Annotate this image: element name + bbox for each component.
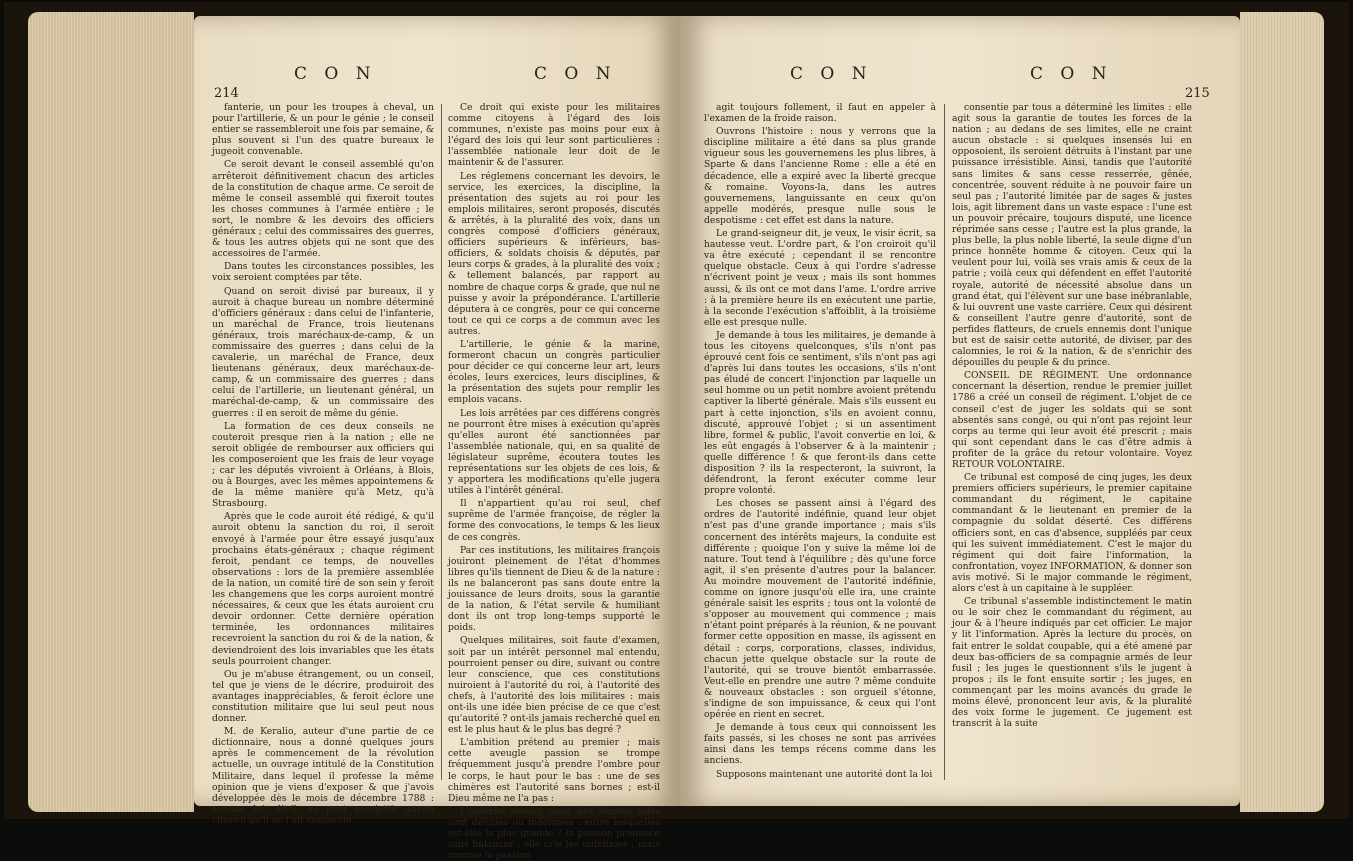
running-header-right-1: C O N xyxy=(790,64,873,84)
left-column-1 xyxy=(212,102,435,826)
left-page xyxy=(194,16,680,861)
paragraph: L'autorité devant avoir des limites, elles sont définies ou indéfinies : entre lesquelles est-elle la plus grande ? la passion prononce sans balancer ; elle crie les indéfinies ; mais comme la passion xyxy=(448,805,660,861)
paragraph: agit toujours follement, il faut en appeler à l'examen de la froide raison. xyxy=(704,102,936,125)
paragraph: Ce tribunal s'assemble indistinctement le matin ou le soir chez le commandant du régiment, au jour & à l'heure indiqués par cet officier. Le major y lit l'information. Après la lecture du procès, on fait entrer le soldat coupable, qui a été amené par deux bas-officiers de sa compagnie armés de leur fusil ; les juges le questionnent s'ils le jugent à propos ; ils le font ensuite sortir ; les juges, en commençant par les moins avancés du grade le moins élevé, prononcent leur avis, & la pluralité des voix forme le jugement. Ce jugement est transcrit à la suite xyxy=(952,596,1192,730)
paragraph: Les réglemens concernant les devoirs, le service, les exercices, la discipline, la présentation des sujets au roi pour les emplois militaires, seront proposés, discutés & arrêtés, à la pluralité des voix, dans un congrès composé d'officiers généraux, officiers supérieurs & inférieurs, bas-officiers, & soldats choisis & députés, par leurs corps & grades, à la pluralité des voix ; & tellement balancés, par rapport au nombre de chaque corps & grade, que nul ne puisse y avoir la prépondérance. L'artillerie députera à ce congrès, pour ce qui concerne tout ce qui ce corps a de commun avec les autres. xyxy=(448,170,660,337)
paragraph: Ce tribunal est composé de cinq juges, les deux premiers officiers supérieurs, le premier capitaine commandant du régiment, le capitaine commandant & le lieutenant en premier de la compagnie du soldat déserté. Ces différens officiers sont, en cas d'absence, suppléés par ceux qui les suivent immédiatement. C'est le major du régiment qui doit faire l'information, la confrontation, voyez INFORMATION, & donner son avis motivé. Si le major commande le régiment, alors c'est à un capitaine à le suppléer. xyxy=(952,472,1192,595)
paragraph: Ce droit qui existe pour les militaires comme citoyens à l'égard des lois communes, n'existe pas moins pour eux à l'égard des lois qui leur sont particulières : l'assemblée nationale leur doit de le maintenir & de l'assurer. xyxy=(448,102,660,169)
left-column-2 xyxy=(448,102,660,861)
paragraph: Ou je m'abuse étrangement, ou un conseil, tel que je viens de le décrire, produiroit des avantages inappréciables, & feroit éclore une constitution militaire que lui seul peut nous donner. xyxy=(212,668,434,725)
page-number-left: 214 xyxy=(214,86,239,101)
page-stack-left xyxy=(28,12,194,812)
paragraph: Quand on seroit divisé par bureaux, il y auroit à chaque bureau un nombre déterminé d'officiers généraux : dans celui de l'infanterie, un maréchal de France, trois lieutenans généraux, trois maréchaux-de-camp, & un commissaire des guerres ; dans celui de la cavalerie, un maréchal de France, deux lieutenans généraux, deux maréchaux-de-camp, & un commissaire des guerres ; dans celui de l'artillerie, un lieutenant général, un maréchal-de-camp, & un commissaire des guerres : il en seroit de même du génie. xyxy=(212,285,434,419)
paragraph: Je demande à tous ceux qui connoissent les faits passés, si les choses ne sont pas arrivées ainsi dans les temps récens comme dans les anciens. xyxy=(704,722,936,767)
paragraph: Après que le code auroit été rédigé, & qu'il auroit obtenu la sanction du roi, il seroit envoyé à l'armée pour être essayé jusqu'aux prochains états-généraux ; chaque régiment feroit, pendant ce temps, de nouvelles observations : lors de la première assemblée de la nation, un comité tiré de son sein y feroit les changemens que les corps auroient montré nécessaires, & ceux que les états auroient cru devoir ordonner. Cette dernière opération terminée, les ordonnances militaires recevroient la sanction du roi & de la nation, & deviendroient des lois invariables que les états seuls pourroient changer. xyxy=(212,511,434,667)
paragraph: Ouvrons l'histoire : nous y verrons que la discipline militaire a été dans sa plus grande vigueur sous les gouvernemens les plus libres, à Sparte & dans l'ancienne Rome : elle a été en décadence, elle a expiré avec la liberté grecque & romaine. Voyons-la, dans les autres gouvernemens, languissante en ceux qu'on appelle modérés, presque nulle sous le despotisme : cet effet est dans la nature. xyxy=(704,126,936,226)
running-header-right-2: C O N xyxy=(1030,64,1113,84)
column-rule-right xyxy=(944,104,945,780)
page-number-right: 215 xyxy=(1185,86,1210,101)
right-page xyxy=(680,16,1240,806)
paragraph: M. de Keralio, auteur d'une partie de ce dictionnaire, nous a donné quelques jours après le commencement de la révolution actuelle, un ouvrage intitulé de la Constitution Militaire, dans lequel il professe la même opinion que je viens d'exposer & que j'avois développée dès le mois de décembre 1788 : aucune loi, dit-il, ne peut assujettir aucun citoyen qu'il ne l'ait consentie. xyxy=(212,726,434,826)
running-header-left-2: C O N xyxy=(534,64,617,84)
paragraph: Les choses se passent ainsi à l'égard des ordres de l'autorité indéfinie, quand leur objet n'est pas d'une grande importance ; mais s'ils concernent des intérêts majeurs, la conduite est différente ; quoique l'on y suive la même loi de nature. Tout tend à l'équilibre ; dès qu'une force agit, il s'en présente d'autres pour la balancer. Au moindre mouvement de l'autorité indéfinie, comme on ignore jusqu'où elle ira, une crainte générale saisit les esprits ; tous ont la volonté de s'opposer au mouvement qui commence ; mais n'étant point préparés à la réunion, & ne pouvant former cette opposition en masse, ils agissent en détail : corps, corporations, classes, individus, chacun jette quelque obstacle sur la route de l'autorité, qui se trouve bientôt embarrassée. Veut-elle en prendre une autre ? même conduite & nouveaux obstacles : son orgueil s'étonne, s'indigne de son impuissance, & ceux qui l'ont opérée en rient en secret. xyxy=(704,498,936,721)
paragraph: Dans toutes les circonstances possibles, les voix seroient comptées par tête. xyxy=(212,261,434,284)
paragraph: La formation de ces deux conseils ne couteroit presque rien à la nation ; elle ne seroit obligée de rembourser aux officiers qui les composeroient que les frais de leur voyage ; car les députés vivroient à Orléans, à Blois, ou à Bourges, avec les mêmes appointemens & de la même manière qu'à Metz, qu'à Strasbourg. xyxy=(212,420,434,510)
paragraph: L'ambition prétend au premier ; mais cette aveugle passion se trompe fréquemment jusqu'à prendre l'ombre pour le corps, le haut pour le bas : une de ses chimères est l'autorité sans bornes ; est-il Dieu même ne l'a pas : xyxy=(448,737,660,804)
paragraph: fanterie, un pour les troupes à cheval, un pour l'artillerie, & un pour le génie ; le conseil entier se rassembleroit une fois par semaine, & plus souvent si l'un des quatre bureaux le jugeoit convenable. xyxy=(212,102,435,158)
paragraph: consentie par tous a déterminé les limites : elle agit sous la garantie de toutes les forces de la nation ; au dedans de ses limites, elle ne craint aucun obstacle : si quelques insensés lui en opposoient, ils seroient détruits à l'instant par une puissance irrésistible. Ainsi, tandis que l'autorité sans limites & sans cesse resserrée, gênée, concentrée, souvent réduite à ne pouvoir faire un seul pas ; l'autorité limitée par de sages & justes lois, agit librement dans un vaste espace : l'une est un pouvoir précaire, toujours disputé, une licence réprimée sans cesse ; l'autre est la plus grande, la plus belle, la plus noble liberté, la seule digne d'un prince honnête homme & citoyen. Ceux qui la veulent pour lui, voilà ses vrais amis & ceux de la patrie ; voilà ceux qui défendent en effet l'autorité royale, autorité de nécessité absolue dans un grand état, qui l'élèvent sur une base inébranlable, & lui ouvrent une vaste carrière. Ceux qui désirent & conseillent l'autre genre d'autorité, sont de perfides flatteurs, de cruels ennemis dont l'unique but est de saisir cette autorité, de diviser, par des calomnies, le roi & la nation, & de s'enrichir des dépouilles du peuple & du prince. xyxy=(952,102,1192,369)
paragraph: Il n'appartient qu'au roi seul, chef suprême de l'armée françoise, de régler la forme des convocations, le temps & les lieux de ces congrès. xyxy=(448,498,660,543)
running-header-left-1: C O N xyxy=(294,64,377,84)
paragraph: Par ces institutions, les militaires françois jouiront pleinement de l'état d'hommes libres qu'ils tiennent de Dieu & de la nature : ils ne balanceront pas sans doute entre la jouissance de leurs droits, sous la garantie de la nation, & l'état servile & humiliant dont ils ont trop long-temps supporté le poids. xyxy=(448,544,660,634)
book-spread xyxy=(4,2,1349,861)
paragraph: Supposons maintenant une autorité dont la loi xyxy=(716,768,933,780)
right-column-1 xyxy=(704,102,936,792)
paragraph: Le grand-seigneur dit, je veux, le visir écrit, sa hautesse veut. L'ordre part, & l'on croiroit qu'il va être exécuté ; cependant il se rencontre quelque obstacle. Ceux à qui l'ordre s'adresse n'écrivent point je veux ; mais ils sont hommes aussi, & ils ont ce mot dans l'ame. L'ordre arrive : à la première heure ils en exécutent une partie, à la seconde l'exécution s'affoiblit, à la troisième elle est presque nulle. xyxy=(704,228,936,328)
paragraph: Ce seroit devant le conseil assemblé qu'on arrêteroit définitivement chacun des articles de la constitution de chaque arme. Ce seroit de même le conseil assemblé qui fixeroit toutes les choses communes à l'armée entière ; le sort, le nombre & les devoirs des officiers généraux ; celui des commissaires des guerres, & tous les autres objets qui ne sont que des accessoires de l'armée. xyxy=(212,159,434,260)
paragraph: Les lois arrêtées par ces différens congrès ne pourront être mises à exécution qu'après qu'elles auront été sanctionnées par l'assemblée nationale, qui, en sa qualité de législateur suprême, écoutera toutes les représentations sur les objets de ces lois, & y apportera les modifications qu'elle jugera utiles à l'intérêt général. xyxy=(448,407,660,497)
right-column-2 xyxy=(952,102,1192,792)
paragraph: Quelques militaires, soit faute d'examen, soit par un intérêt personnel mal entendu, pourroient penser ou dire, suivant ou contre leur conscience, que ces constitutions nuiroient à l'autorité du roi, à l'autorité des chefs, à l'autorité des lois militaires : mais ont-ils une idée bien précise de ce que c'est qu'autorité ? ont-ils jamais recherché quel en est le plus haut & le plus bas degré ? xyxy=(448,635,660,736)
paragraph: L'artillerie, le génie & la marine, formeront chacun un congrès particulier pour décider ce qui concerne leur art, leurs écoles, leurs exercices, leurs disciplines, & la présentation des sujets pour remplir les emplois vacans. xyxy=(448,338,660,406)
paragraph: Je demande à tous les militaires, je demande à tous les citoyens quelconques, s'ils n'ont pas éprouvé cent fois ce sentiment, s'ils n'ont pas agi d'après lui dans toutes les occasions, s'ils n'ont pas éludé de concert l'injonction par laquelle un seul homme ou un petit nombre avoient prétendu captiver la liberté générale. Mais s'ils eussent eu part à cette injonction, s'ils en avoient connu, discuté, approuvé l'objet ; si un assentiment libre, formel & public, l'avoit convertie en loi, & les eût engagés à l'observer & à la maintenir ; quelle différence ! & que feront-ils dans cette disposition ? ils la respecteront, la suivront, la défendront, la feront exécuter comme leur propre volonté. xyxy=(704,329,936,497)
paragraph: CONSEIL DE RÉGIMENT. Une ordonnance concernant la désertion, rendue le premier juillet 1786 a créé un conseil de régiment. L'objet de ce conseil c'est de juger les soldats qui se sont absentés sans congé, ou qui n'ont pas rejoint leur corps au terme qui leur avoit été prescrit ; mais qui sont cependant dans le cas d'être admis à profiter de la grâce du retour volontaire. Voyez RETOUR VOLONTAIRE. xyxy=(952,370,1192,470)
column-rule-left xyxy=(441,104,442,780)
page-stack-right xyxy=(1240,12,1324,812)
